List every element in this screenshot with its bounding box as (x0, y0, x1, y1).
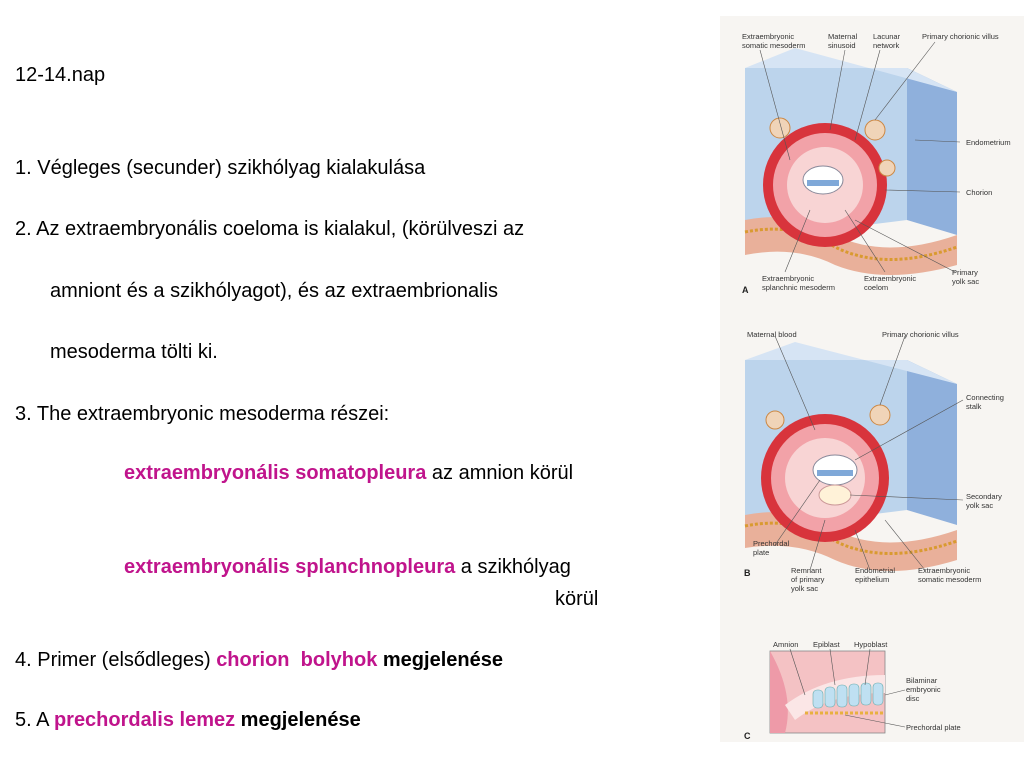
item-4-bolyhok: bolyhok (300, 649, 378, 671)
panel-a-letter: A (742, 285, 749, 295)
a-label-splanchnic: Extraembryonic splanchnic mesoderm (762, 274, 835, 292)
item-2-line-3: mesoderma tölti ki. (50, 341, 218, 363)
a-label-primary-villus: Primary chorionic villus (922, 32, 999, 41)
a-label-endometrium: Endometrium (966, 138, 1011, 147)
item-4-prefix: 4. Primer (elsődleges) (15, 649, 217, 671)
panel-c-letter: C (744, 731, 751, 741)
c-label-hypoblast: Hypoblast (854, 640, 888, 649)
b-label-connecting-stalk: Connecting stalk (966, 393, 1004, 411)
item-5-suffix: megjelenése (235, 709, 361, 731)
splanchnopleura-rest-2: körül (555, 588, 599, 610)
item-2-line-2: amniont és a szikhólyagot), és az extraembrionalis (50, 280, 498, 302)
item-2-line-1: 2. Az extraembryonális coeloma is kialakul, (körülveszi az (15, 218, 525, 240)
b-label-primary-villus: Primary chorionic villus (882, 330, 959, 339)
splanchnopleura-rest: a szikhólyag (455, 556, 571, 578)
item-4 (15, 649, 503, 672)
panel-c-diagram (735, 635, 1024, 740)
a-label-chorion: Chorion (966, 188, 993, 197)
splanchnopleura-line (124, 556, 571, 579)
b-label-maternal-blood: Maternal blood (747, 330, 797, 339)
item-5 (15, 709, 361, 732)
a-label-lacunar: Lacunar network (873, 32, 901, 50)
item-4-chorion: chorion (216, 649, 290, 671)
b-label-endometrial: Endometrial epithelium (855, 566, 896, 584)
item-1: 1. Végleges (secunder) szikhólyag kialakulása (15, 157, 426, 179)
panel-b-diagram (735, 320, 1024, 605)
panel-a-diagram (735, 20, 1024, 300)
c-label-bilaminar: Bilaminar embryonic disc (906, 676, 941, 703)
b-label-prechordal: Prechordal plate (753, 539, 790, 557)
somatopleura-term: extraembryonális somatopleura (124, 462, 427, 484)
a-label-extra-somatic: Extraembryonic somatic mesoderm (742, 32, 806, 50)
c-label-prechordal-plate: Prechordal plate (906, 723, 961, 732)
a-label-coelom: Extraembryonic coelom (864, 274, 917, 292)
c-label-amnion: Amnion (773, 640, 799, 649)
slide-heading: 12-14.nap (15, 64, 106, 86)
item-3: 3. The extraembryonic mesoderma részei: (15, 403, 390, 425)
item-5-term: prechordalis lemez (53, 709, 236, 731)
item-5-prefix: 5. A (15, 709, 54, 731)
a-label-maternal-sinusoid: Maternal sinusoid (828, 32, 858, 50)
somatopleura-rest: az amnion körül (426, 462, 574, 484)
somatopleura-line (124, 462, 573, 485)
b-label-remnant: Remnant of primary yolk sac (791, 566, 825, 593)
panel-b-letter: B (744, 568, 751, 578)
b-label-somatic: Extraembryonic somatic mesoderm (918, 566, 982, 584)
item-4-suffix: megjelenése (377, 649, 503, 671)
b-label-secondary-yolk: Secondary yolk sac (966, 492, 1002, 510)
c-label-epiblast: Epiblast (813, 640, 840, 649)
a-label-primary-yolk: Primary yolk sac (952, 268, 980, 286)
splanchnopleura-term: extraembryonális splanchnopleura (124, 556, 456, 578)
